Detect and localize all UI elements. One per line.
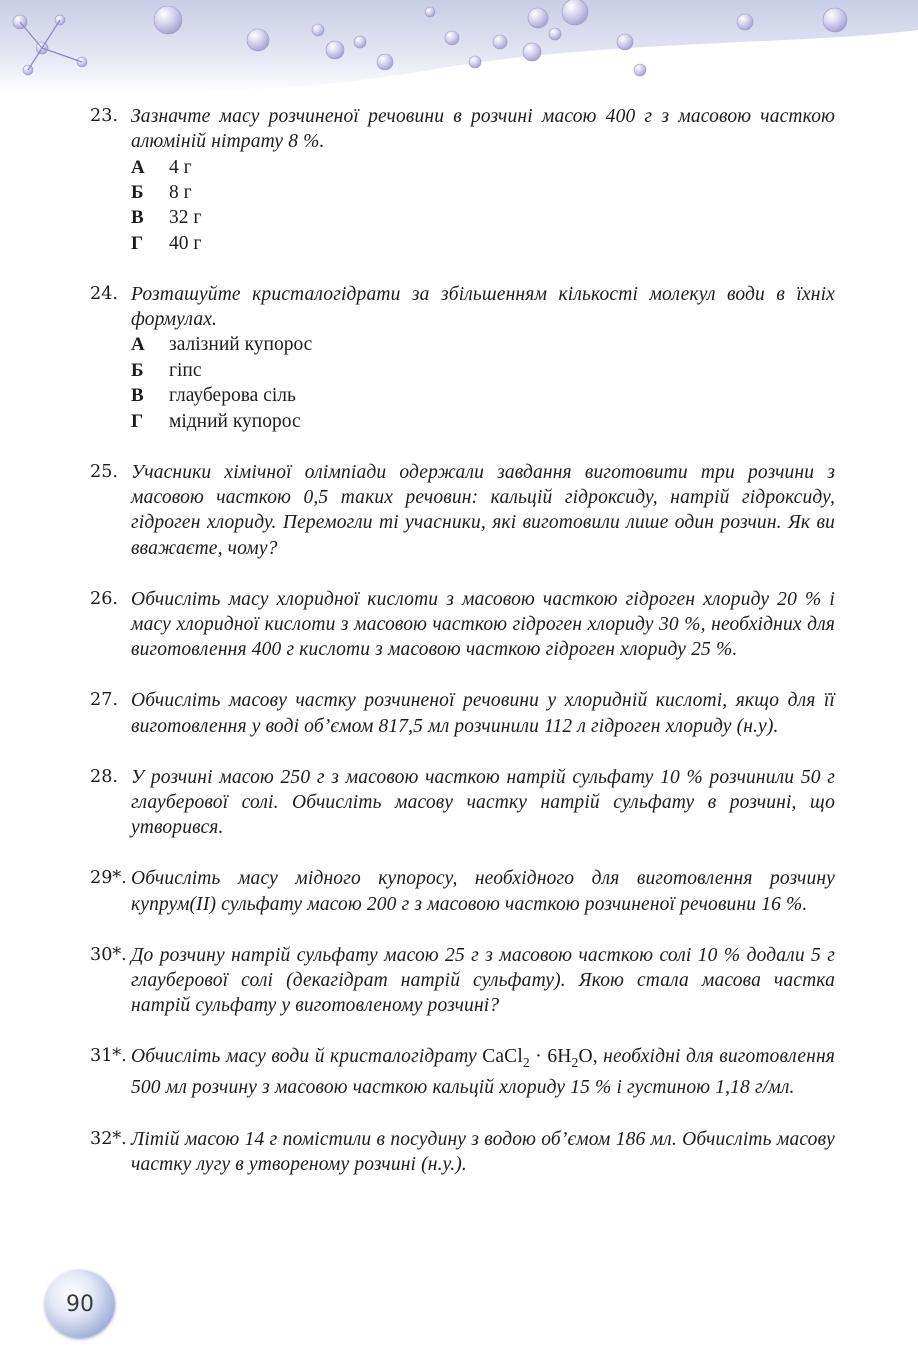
option-letter: Г	[131, 232, 144, 254]
question-text: Розташуйте кристалогідрати за збільшенням кількості молекул води в їхніх формулах.	[131, 283, 835, 331]
question-31	[90, 1044, 835, 1100]
formula-part: O	[578, 1046, 593, 1068]
option-text: 8 г	[169, 181, 192, 203]
question-32	[90, 1127, 835, 1177]
option-text: мідний купорос	[169, 410, 301, 432]
question-28	[90, 765, 835, 841]
question-number: 26.	[90, 588, 118, 609]
question-number: 31*.	[90, 1046, 127, 1067]
question-text	[131, 1044, 835, 1100]
header-decoration	[0, 0, 918, 100]
question-number: 24.	[90, 283, 118, 304]
question-23	[90, 104, 835, 256]
option-text: глауберова сіль	[169, 385, 296, 407]
bubbles-background	[0, 0, 918, 100]
question-text: Літій масою 14 г помістили в посудину з водою об’ємом 186 мл. Обчисліть масову частку лугу в утвореному розчині (н.у.).	[131, 1128, 835, 1175]
question-text: Обчисліть масу мідного купоросу, необхідного для виготовлення розчину купрум(ІІ) сульфату масою 200 г з масовою часткою розчиненої речовини 16 %.	[131, 868, 835, 915]
question-number: 30*.	[90, 944, 127, 965]
chemical-formula	[482, 1046, 593, 1071]
question-29	[90, 866, 835, 916]
answer-option	[131, 409, 835, 434]
option-text: 40 г	[169, 232, 202, 254]
answer-option	[131, 383, 835, 408]
formula-part: CaCl	[482, 1046, 523, 1068]
answer-option	[131, 332, 835, 357]
option-letter: А	[131, 156, 145, 178]
option-letter: Б	[131, 359, 144, 381]
option-letter: В	[131, 207, 144, 229]
question-number: 27.	[90, 690, 118, 711]
question-number: 32*.	[90, 1128, 127, 1149]
question-text: Обчисліть масу хлоридної кислоти з масовою часткою гідроген хлориду 20 % і масу хлоридної кислоти з масовою часткою гідроген хлориду 30 %, необхідних для виготовлення 400 г кислоти з масовою часткою гідроген хлориду 25 %.	[131, 588, 835, 661]
question-text-start: Обчисліть масу води й кристалогідрату	[131, 1046, 483, 1068]
question-text: У розчині масою 250 г з масовою часткою натрій сульфату 10 % розчинили 50 г глауберової солі. Обчисліть масову частку натрій сульфату в розчині, що утворився.	[131, 766, 835, 839]
question-27	[90, 688, 835, 738]
option-letter: Б	[131, 181, 144, 203]
page-number-badge	[45, 1270, 115, 1338]
question-text: До розчину натрій сульфату масою 25 г з масовою часткою солі 10 % додали 5 г глауберової солі (декагідрат натрій сульфату). Якою стала масова частка натрій сульфату у виготовленому розчині?	[131, 944, 835, 1017]
question-text: Зазначте масу розчиненої речовини в розчині масою 400 г з масовою часткою алюміній нітрату 8 %.	[131, 106, 835, 153]
exercise-list	[90, 104, 835, 1177]
option-letter: Г	[131, 410, 144, 432]
question-26	[90, 587, 835, 663]
question-text: Учасники хімічної олімпіади одержали завдання виготовити три розчини з масовою часткою 0,5 таких речовин: кальцій гідроксиду, натрій гідроксиду, гідроген хлориду. Перемогли ті учасники, які виготовили лише один розчин. Як ви вважаєте, чому?	[131, 461, 835, 559]
question-text-end: , необхідні для виготовлення 500 мл розчину з масовою часткою кальцій хлориду 15 % і густиною 1,18 г/мл.	[131, 1046, 835, 1099]
question-number: 28.	[90, 766, 118, 787]
option-text: 32 г	[169, 207, 202, 229]
question-30	[90, 943, 835, 1019]
answer-option	[131, 358, 835, 383]
option-text: 4 г	[169, 156, 192, 178]
option-letter: А	[131, 334, 145, 356]
option-letter: В	[131, 385, 144, 407]
answer-option	[131, 205, 835, 230]
question-text: Обчисліть масову частку розчиненої речовини у хлоридній кислоті, якщо для її виготовлення у воді об’ємом 817,5 мл розчинили 112 л гідроген хлориду (н.у).	[131, 690, 835, 737]
question-number: 23.	[90, 106, 118, 126]
answer-option	[131, 154, 835, 179]
question-24	[90, 282, 835, 434]
question-25	[90, 460, 835, 561]
page-number: 90	[66, 1291, 94, 1317]
answer-option	[131, 231, 835, 256]
formula-part: · 6H	[529, 1046, 572, 1068]
answer-option	[131, 180, 835, 205]
question-number: 29*.	[90, 868, 127, 889]
option-text: гіпс	[169, 359, 202, 381]
formula-subscript: 2	[522, 1055, 530, 1071]
answer-options	[131, 332, 835, 434]
question-number: 25.	[90, 461, 118, 482]
answer-options	[131, 154, 835, 256]
formula-subscript: 2	[571, 1055, 579, 1071]
option-text: залізний купорос	[169, 334, 313, 356]
